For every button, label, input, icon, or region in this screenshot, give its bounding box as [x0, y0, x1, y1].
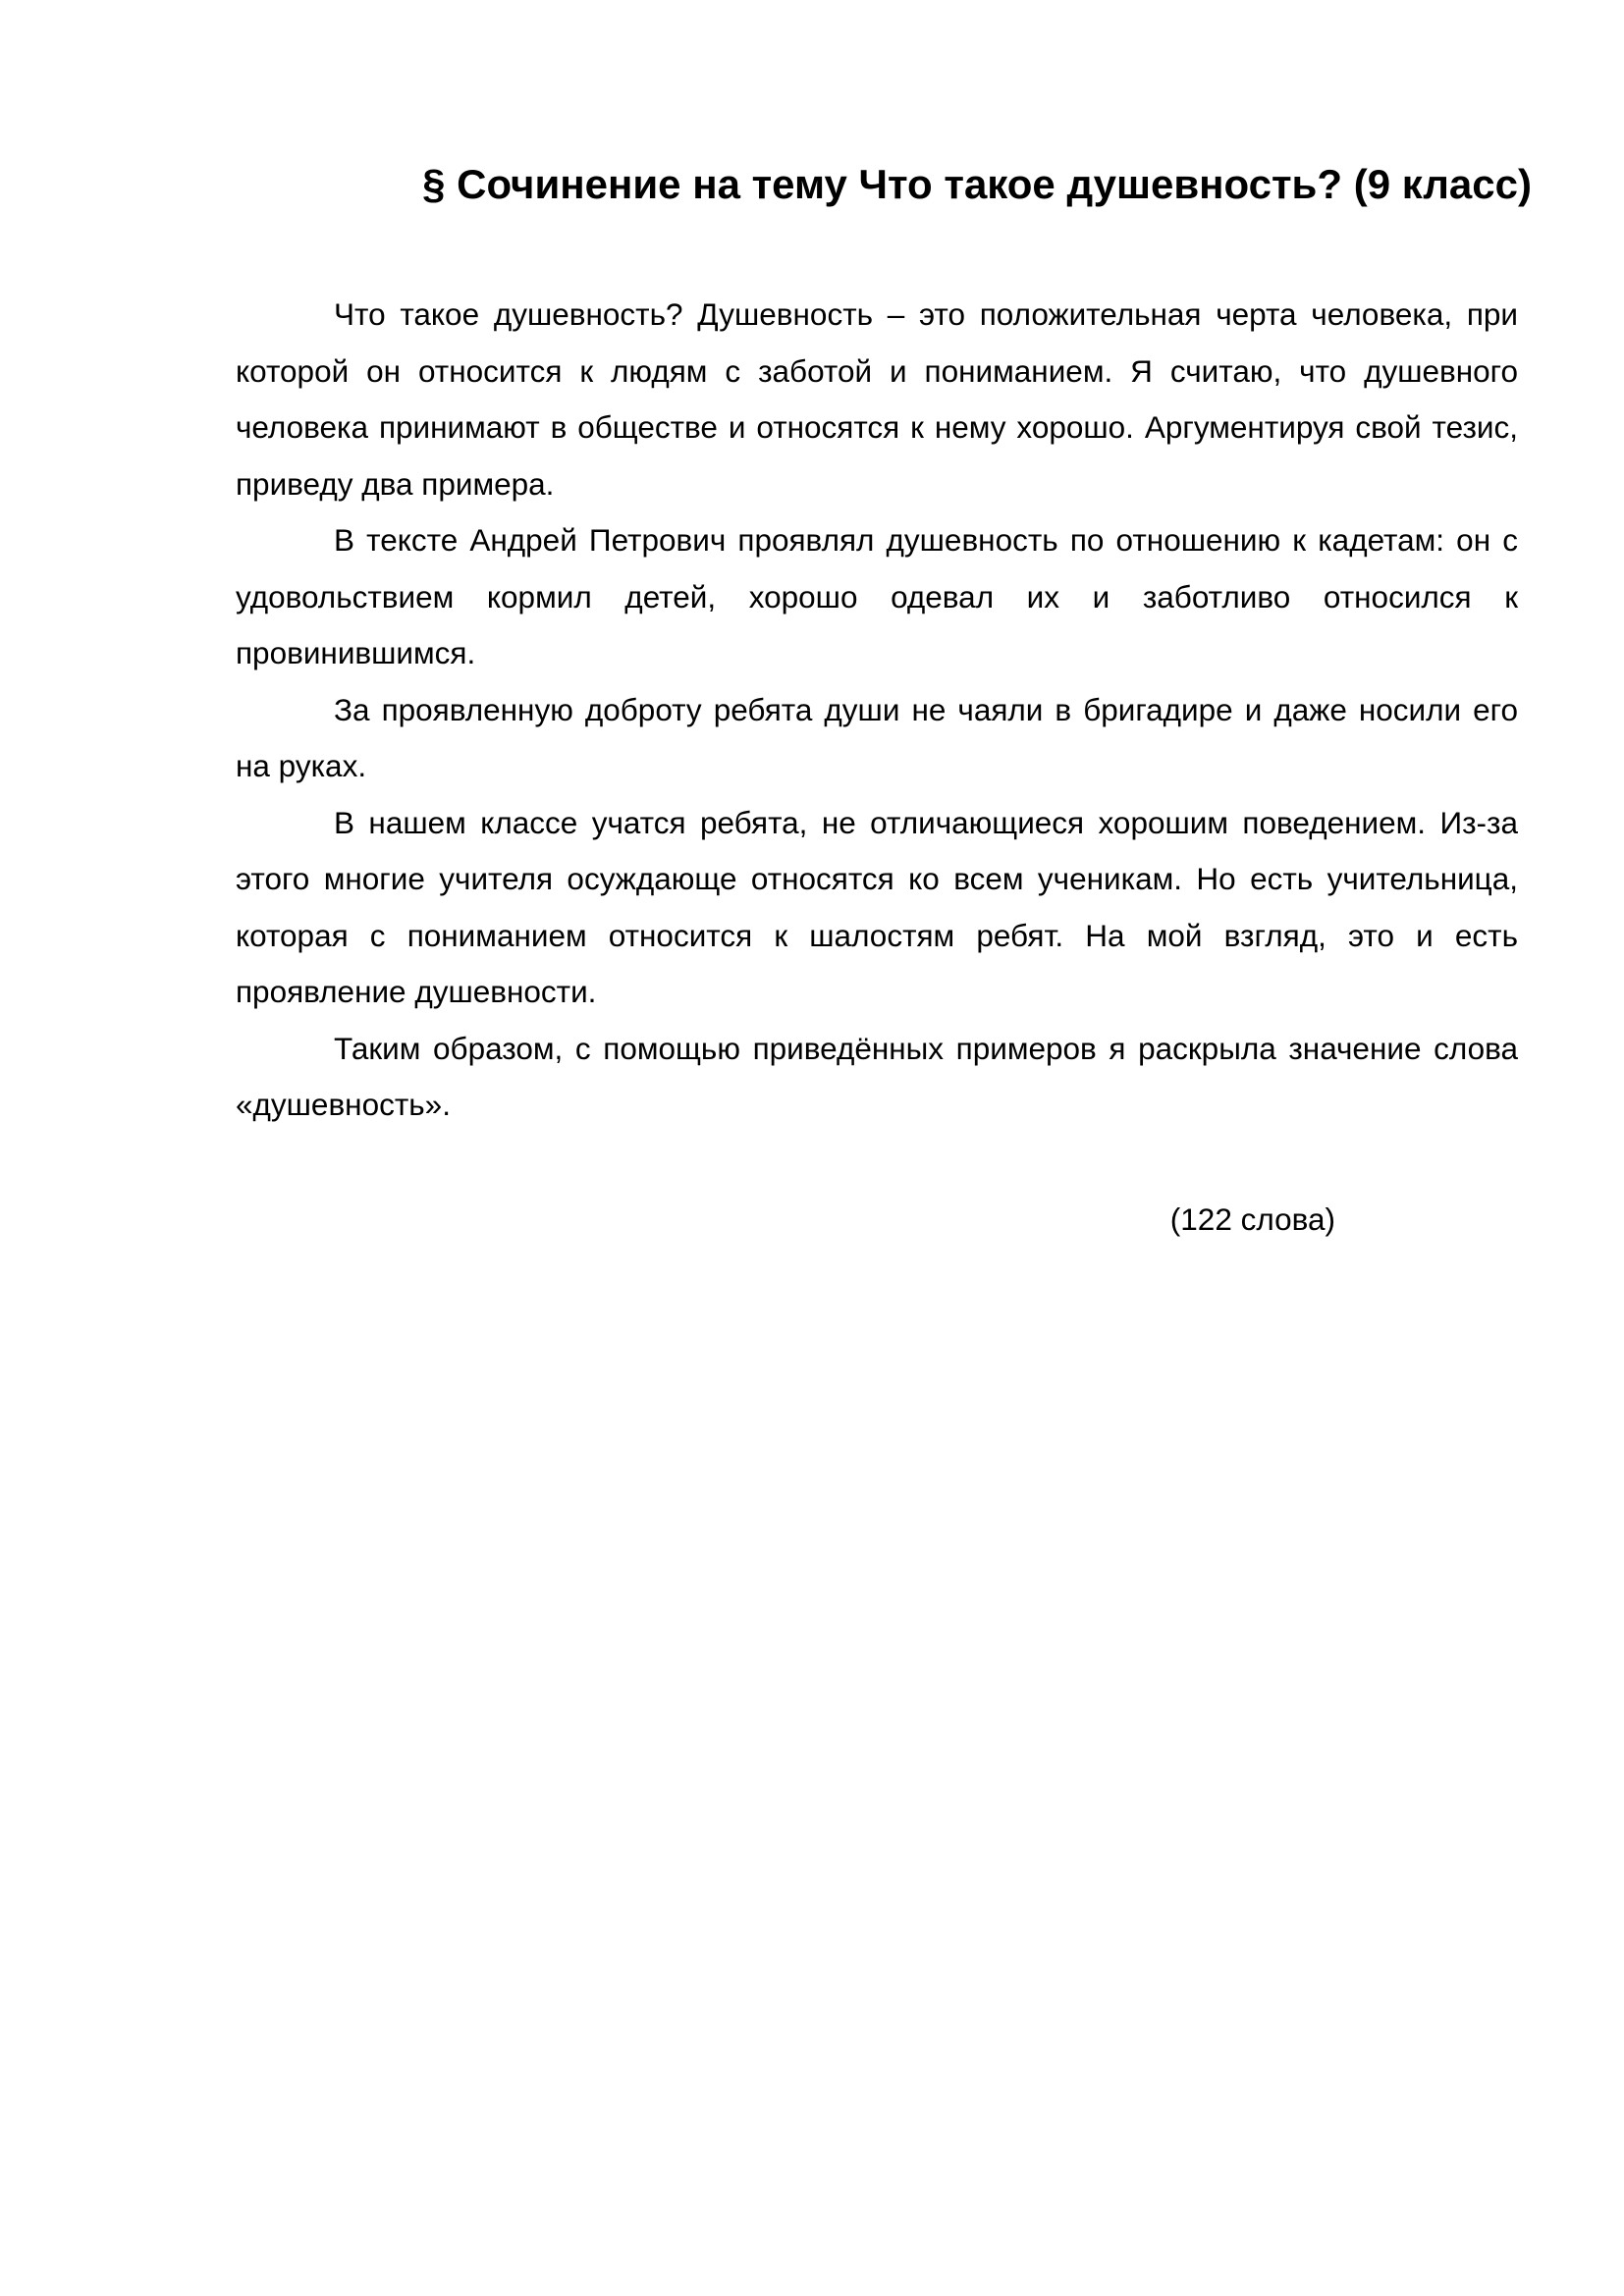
essay-body [236, 287, 1518, 1134]
essay-paragraph: За проявленную доброту ребята души не чаяли в бригадире и даже носили его на руках. [236, 691, 1518, 783]
essay-paragraph: В тексте Андрей Петрович проявлял душевность по отношению к кадетам: он с удовольствием кормил детей, хорошо одевал их и заботливо относился к провинившимся. [236, 522, 1518, 670]
essay-paragraph: Что такое душевность? Душевность – это положительная черта человека, при которой он относится к людям с заботой и пониманием. Я считаю, что душевного человека принимают в обществе и относятся к нему хорошо. Аргументируя свой тезис, приведу два примера. [236, 296, 1518, 502]
word-count: (122 слова) [1169, 1201, 1335, 1237]
essay-paragraph: В нашем классе учатся ребята, не отличающиеся хорошим поведением. Из-за этого многие учителя осуждающе относятся ко всем ученикам. Но есть учительница, которая с пониманием относится к шалостям ребят. На мой взгляд, это и есть проявление душевности. [236, 804, 1518, 1009]
essay-paragraph: Таким образом, с помощью приведённых примеров я раскрыла значение слова «душевность». [236, 1030, 1518, 1122]
essay-title: § Сочинение на тему Что такое душевность? (9 класс) [422, 161, 1532, 207]
